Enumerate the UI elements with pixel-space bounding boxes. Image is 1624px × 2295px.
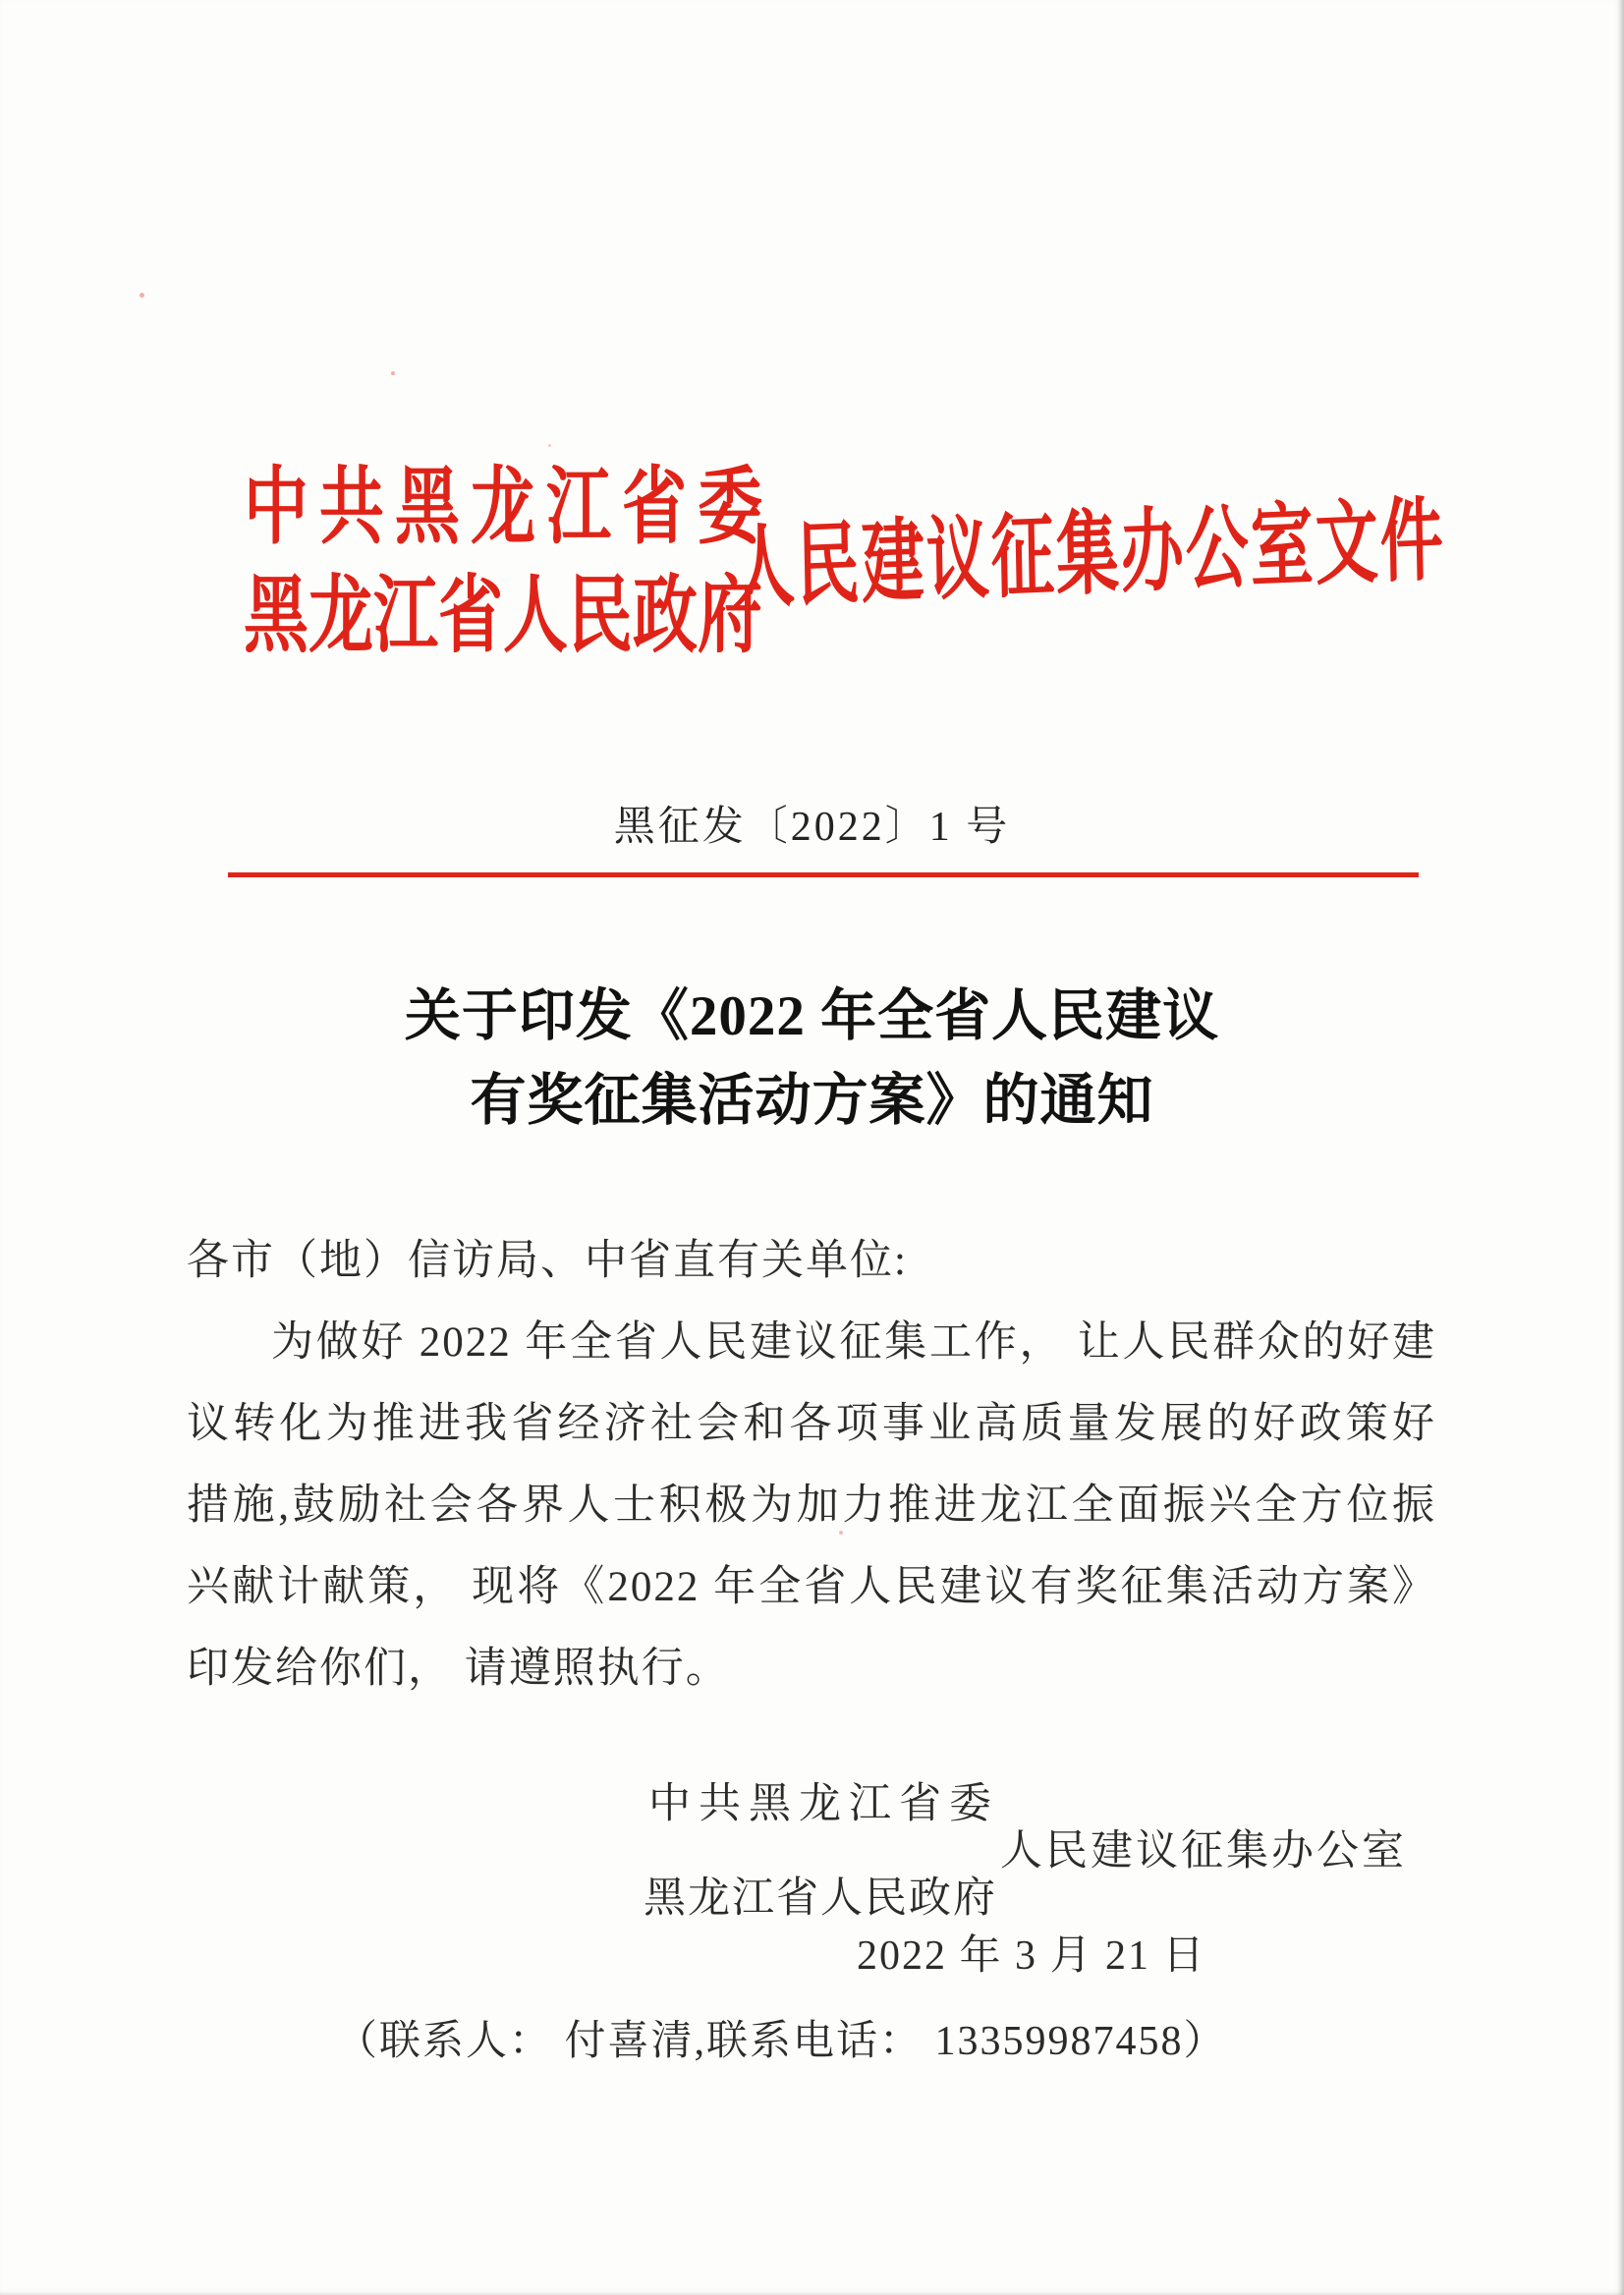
scan-speck	[391, 371, 395, 375]
body-line: 印发给你们， 请遵照执行。	[187, 1646, 730, 1692]
document-number: 黑征发〔2022〕1 号	[613, 805, 1011, 850]
scan-speck	[839, 1531, 843, 1535]
signature-office: 人民建议征集办公室	[1000, 1828, 1407, 1875]
contact-note: （联系人： 付喜清,联系电话： 13359987458）	[336, 2019, 1227, 2064]
letterhead-issuer-line2: 黑龙江省人民政府	[244, 570, 762, 664]
salutation: 各市（地）信访局、中省直有关单位:	[187, 1238, 908, 1284]
body-line: 措施,鼓励社会各界人士积极为加力推进龙江全面振兴全方位振	[187, 1483, 1436, 1529]
signature-issuer-line1: 中共黑龙江省委	[648, 1781, 999, 1827]
body-line: 为做好 2022 年全省人民建议征集工作， 让人民群众的好建	[271, 1319, 1436, 1366]
scan-speck	[140, 293, 144, 298]
document-title	[0, 975, 1624, 1144]
body-line: 议转化为推进我省经济社会和各项事业高质量发展的好政策好	[187, 1401, 1436, 1447]
body-text	[187, 1220, 1436, 1709]
scan-speck	[548, 444, 551, 447]
signature-date: 2022 年 3 月 21 日	[857, 1933, 1206, 1979]
body-line: 兴献计献策， 现将《2022 年全省人民建议有奖征集活动方案》	[187, 1564, 1436, 1610]
letterhead-office-title: 人民建议征集办公室文件	[730, 489, 1446, 620]
letterhead-issuers	[244, 454, 774, 671]
document-title-line1: 关于印发《2022 年全省人民建议	[404, 985, 1220, 1047]
red-separator-rule	[228, 872, 1419, 877]
signature-issuer-line2: 黑龙江省人民政府	[644, 1875, 997, 1922]
letterhead-issuer-line1: 中共黑龙江省委	[244, 461, 773, 555]
document-title-line2: 有奖征集活动方案》的通知	[470, 1070, 1154, 1132]
